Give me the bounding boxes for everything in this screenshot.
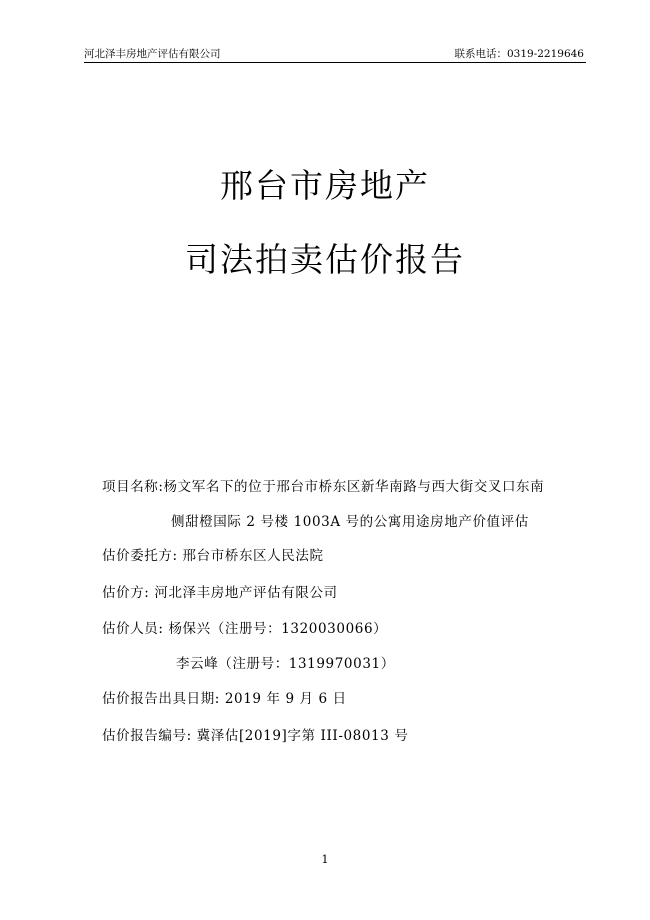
header-company: 河北泽丰房地产评估有限公司 bbox=[84, 48, 221, 60]
project-name-line1: 项目名称:杨文军名下的位于邢台市桥东区新华南路与西大街交叉口东南 bbox=[102, 479, 545, 495]
project-name-line2: 侧甜橙国际 2 号楼 1003A 号的公寓用途房地产价值评估 bbox=[171, 514, 529, 530]
appraiser-person-2: 李云峰（注册号：1319970031） bbox=[176, 656, 395, 672]
report-number-line: 估价报告编号: 冀泽估[2019]字第 III-08013 号 bbox=[102, 728, 409, 744]
page-number: 1 bbox=[321, 853, 329, 866]
report-date-line: 估价报告出具日期: 2019 年 9 月 6 日 bbox=[102, 691, 347, 707]
appraiser-org-line: 估价方: 河北泽丰房地产评估有限公司 bbox=[102, 585, 338, 601]
report-title-line1: 邢台市房地产 bbox=[220, 166, 430, 205]
header-phone: 联系电话：0319-2219646 bbox=[454, 48, 584, 60]
appraiser-person-1: 估价人员: 杨保兴（注册号：1320030066） bbox=[102, 621, 388, 637]
page-header bbox=[84, 46, 586, 63]
client-line: 估价委托方: 邢台市桥东区人民法院 bbox=[102, 548, 324, 564]
report-title-line2: 司法拍卖估价报告 bbox=[185, 240, 465, 279]
